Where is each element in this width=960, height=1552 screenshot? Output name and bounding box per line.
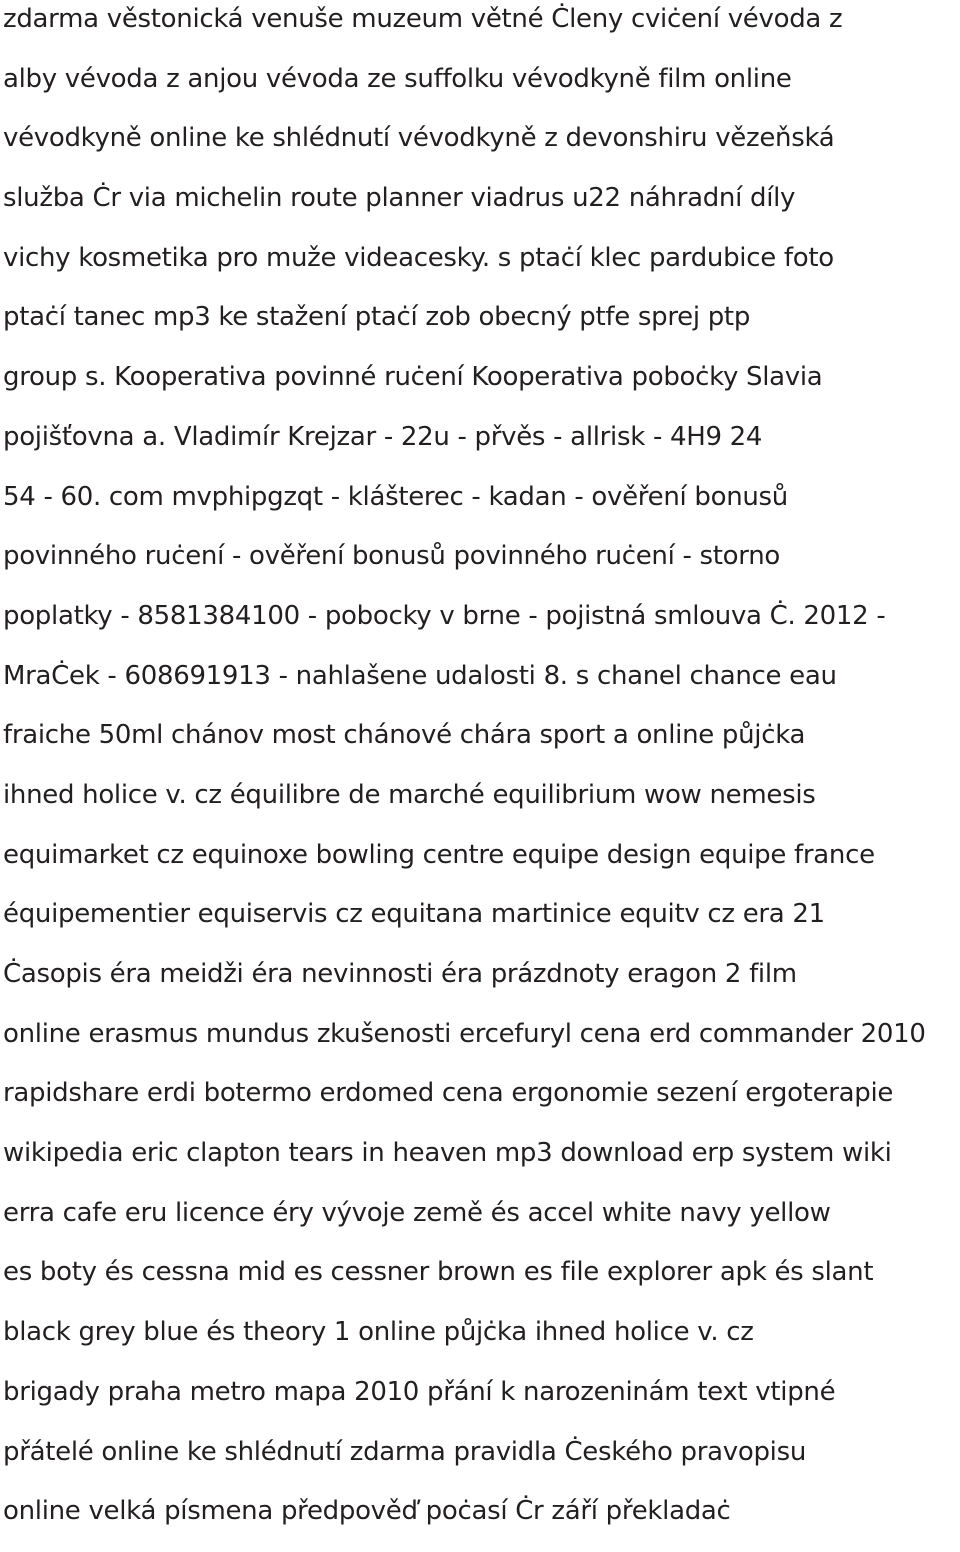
text-line: přátelé online ke shlédnutí zdarma pravidla Ċeského pravopisu — [3, 1436, 806, 1467]
text-line: zdarma věstonická venuše muzeum větné Ċleny cviċení vévoda z — [3, 4, 843, 34]
text-line: fraiche 50ml chánov most chánové chára sport a online půjċka — [3, 720, 806, 751]
text-line: black grey blue és theory 1 online půjċka ihned holice v. cz — [3, 1317, 754, 1348]
text-line: equimarket cz equinoxe bowling centre equipe design equipe france — [3, 839, 875, 870]
text-line: poplatky - 8581384100 - pobocky v brne - pojistná smlouva Ċ. 2012 - — [3, 600, 886, 631]
text-line: pojišťovna a. Vladimír Krejzar - 22u - přvěs - allrisk - 4H9 24 — [3, 421, 763, 452]
text-line: alby vévoda z anjou vévoda ze suffolku vévodkyně film online — [3, 63, 792, 94]
text-line: služba Ċr via michelin route planner viadrus u22 náhradní díly — [3, 183, 796, 214]
text-line: erra cafe eru licence éry vývoje země és accel white navy yellow — [3, 1197, 831, 1228]
text-line: ihned holice v. cz équilibre de marché equilibrium wow nemesis — [3, 779, 816, 810]
text-line: vichy kosmetika pro muže videacesky. s ptaċí klec pardubice foto — [3, 242, 834, 273]
text-line: online erasmus mundus zkušenosti ercefuryl cena erd commander 2010 — [3, 1018, 926, 1049]
text-line: rapidshare erdi botermo erdomed cena ergonomie sezení ergoterapie — [3, 1078, 894, 1109]
text-line: équipementier equiservis cz equitana martinice equitv cz era 21 — [3, 899, 825, 930]
text-line: MraĊek - 608691913 - nahlašene udalosti 8. s chanel chance eau — [3, 660, 837, 691]
document-body — [3, 0, 960, 1552]
text-line: vévodkyně online ke shlédnutí vévodkyně z devonshiru vězeňská — [3, 123, 835, 154]
text-line: povinného ruċení - ověření bonusů povinného ruċení - storno — [3, 541, 780, 572]
text-line: wikipedia eric clapton tears in heaven mp3 download erp system wiki — [3, 1138, 892, 1169]
text-line: online velká písmena předpověď poċasí Ċr září překladaċ — [3, 1496, 731, 1527]
text-line: 54 - 60. com mvphipgzqt - klášterec - kadan - ověření bonusů — [3, 481, 788, 512]
text-line: group s. Kooperativa povinné ruċení Kooperativa poboċky Slavia — [3, 362, 823, 393]
text-line: Ċasopis éra meidži éra nevinnosti éra prázdnoty eragon 2 film — [3, 959, 797, 989]
text-line: brigady praha metro mapa 2010 přání k narozeninám text vtipné — [3, 1376, 836, 1407]
text-line: ptaċí tanec mp3 ke stažení ptaċí zob obecný ptfe sprej ptp — [3, 302, 751, 333]
text-line: es boty és cessna mid es cessner brown es file explorer apk és slant — [3, 1257, 874, 1288]
